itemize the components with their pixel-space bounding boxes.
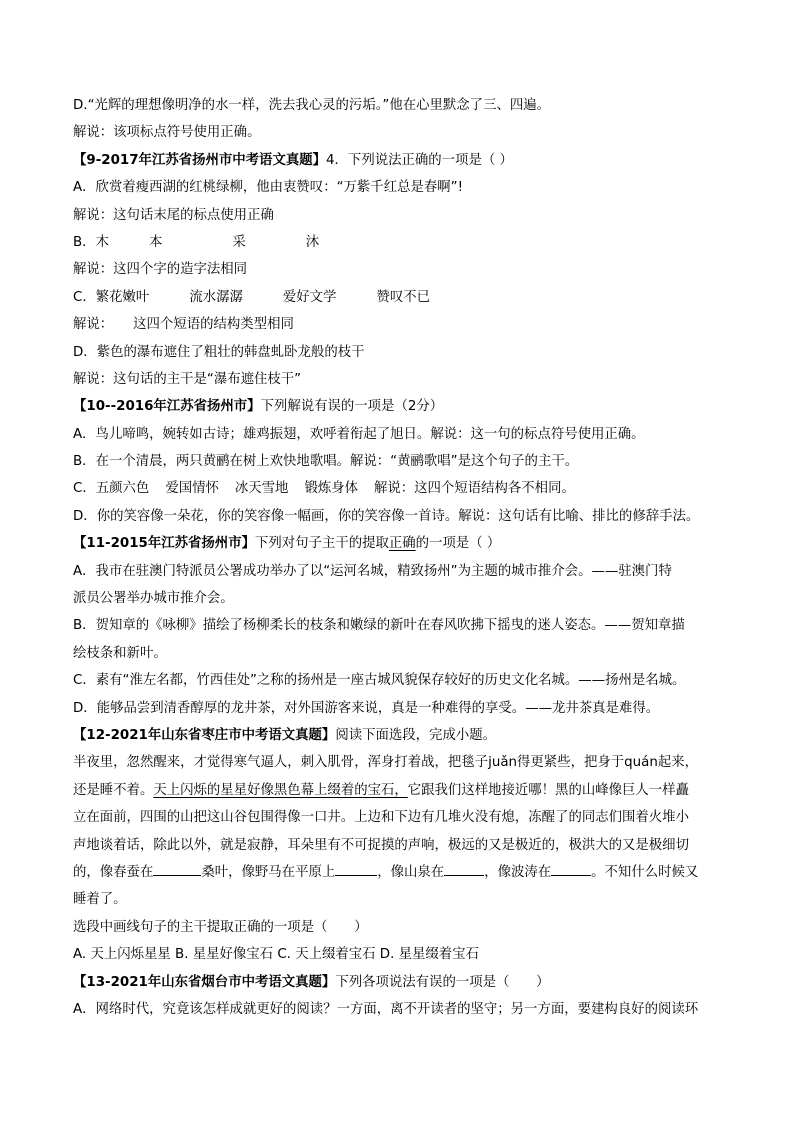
question-source: 【10--2016年江苏省扬州市】 (73, 399, 261, 415)
text: A．我市在驻澳门特派员公署成功举办了以“运河名城，精致扬州”为主题的城市推介会。——驻澳门特 (73, 563, 672, 579)
text: A．欣赏着瘦西湖的红桃绿柳，他由衷赞叹：“万紫千红总是春啊”! (73, 180, 463, 196)
passage-line (73, 749, 733, 776)
option-c-line (73, 475, 733, 502)
text: 绘枝条和新叶。 (73, 645, 167, 661)
text: 沐 (305, 234, 320, 250)
text: 爱好文学 (282, 289, 337, 305)
underlined-sentence: 天上闪烁的星星好像黑色幕上缀着的宝石， (153, 782, 408, 798)
text: 解说：该项标点符号使用正确。 (73, 125, 261, 141)
pinyin: quán (624, 755, 658, 771)
text: 睡着了。 (73, 892, 127, 908)
text: 派员公署举办城市推介会。 (73, 591, 234, 607)
question-prompt-line (73, 914, 733, 941)
question-prompt-end: 的一项是（ ） (415, 536, 501, 552)
text: 桑叶，像野马在平原上 (201, 864, 336, 880)
text: 解说：这四个短语结构各不相同。 (374, 481, 575, 497)
option-a-line (73, 996, 733, 1023)
fill-blank[interactable] (551, 861, 591, 876)
explanation-line (73, 119, 733, 146)
text: 还是睡不着。 (73, 782, 154, 798)
text: A．鸟儿啼鸣，婉转如古诗；雄鸡振翅，欢呼着衔起了旭日。解说：这一句的标点符号使用正确。 (73, 426, 645, 442)
question-source: 【9-2017年江苏省扬州市中考语文真题】 (73, 152, 327, 168)
question-prompt: 下列对句子主干的提取 (254, 536, 389, 552)
text: B．木 (73, 234, 109, 250)
question-prompt: 阅读下面选段，完成小题。 (335, 727, 497, 743)
explanation-line (73, 256, 733, 283)
question-10-heading (73, 393, 733, 420)
option-c-line (73, 284, 733, 311)
passage-line (73, 859, 733, 886)
option-a-line (73, 421, 733, 448)
text: C．五颜六色 (73, 481, 150, 497)
question-source: 【11-2015年江苏省扬州市】 (73, 536, 255, 552)
option-b-line (73, 612, 733, 639)
option-d-line (73, 695, 733, 722)
explanation-line (73, 311, 733, 338)
question-prompt: 下列各项说法有误的一项是（ ） (335, 974, 550, 990)
passage-line (73, 804, 733, 831)
fill-blank[interactable] (335, 861, 377, 876)
text: 采 (232, 234, 246, 250)
fill-blank[interactable] (153, 861, 201, 876)
text: D．能够品尝到清香醇厚的龙井茶，对外国游客来说，真是一种难得的享受。——龙井茶真是难得。 (73, 700, 660, 716)
text: 本 (148, 234, 163, 250)
option-a-line (73, 558, 733, 585)
question-11-heading (73, 530, 733, 557)
text: 立在面前，四围的山把这山谷包围得像一口井。上边和下边有几堆火没有熄，冻醒了的同志们围着火堆小 (73, 810, 689, 826)
question-13-heading (73, 969, 733, 996)
text: B．贺知章的《咏柳》描绘了杨柳柔长的枝条和嫩绿的新叶在春风吹拂下摇曳的迷人姿态。——贺知章描 (73, 618, 685, 634)
text: 声地谈着话，除此以外，就是寂静，耳朵里有不可捉摸的声响，极远的又是极近的，极洪大的又是极细切 (73, 837, 689, 853)
text: 冰天雪地 (234, 481, 289, 497)
text: D．你的笑容像一朵花，你的笑容像一幅画，你的笑容像一首诗。解说：这句话有比喻、排比的修辞手法。 (73, 508, 700, 524)
text: ，像波涛在 (484, 864, 552, 880)
text: 它跟我们这样地接近哪！黑的山峰像巨人一样矗 (407, 782, 689, 798)
text: 解说： (73, 317, 114, 333)
option-b-line (73, 229, 733, 256)
option-a-line (73, 174, 733, 201)
question-prompt: 下列解说有误的一项是（2分） (260, 399, 444, 415)
text: ，像山泉在 (377, 864, 445, 880)
option-b-line (73, 448, 733, 475)
continuation-line (73, 585, 733, 612)
text: B．在一个清晨，两只黄鹂在树上欢快地歌唱。解说：“黄鹂歌唱”是这个句子的主干。 (73, 454, 579, 470)
text: D.“光辉的理想像明净的水一样，洗去我心灵的污垢。”他在心里默念了三、四遍。 (73, 98, 551, 113)
text: 解说：这句话的主干是“瀑布遮住枝干” (73, 371, 302, 387)
question-9-heading (73, 147, 733, 174)
passage-line (73, 777, 733, 804)
continuation-line (73, 640, 733, 667)
text: 半夜里，忽然醒来，才觉得寒气逼人，刺入肌骨，浑身打着战，把毯子 (73, 755, 489, 771)
text: 赞叹不已 (376, 289, 430, 305)
text: A. 天上闪烁星星 B. 星星好像宝石 C. 天上缀着宝石 D. 星星缀着宝石 (73, 947, 479, 963)
question-12-heading (73, 722, 733, 749)
option-d-line (73, 339, 733, 366)
document-page (73, 92, 733, 1023)
text: 爱国情怀 (165, 481, 219, 497)
text: C．繁花嫩叶 (73, 289, 150, 305)
question-source: 【12-2021年山东省枣庄市中考语文真题】 (73, 727, 336, 743)
explanation-line (73, 366, 733, 393)
text: 这四个短语的结构类型相同 (133, 317, 294, 333)
text: 锻炼身体 (304, 481, 358, 497)
passage-line (73, 886, 733, 913)
fill-blank[interactable] (444, 861, 484, 876)
explanation-line (73, 202, 733, 229)
option-c-line (73, 667, 733, 694)
options-line (73, 941, 733, 968)
text: A．网络时代，究竟该怎样成就更好的阅读？一方面，离不开读者的坚守；另一方面，要建构良好的阅读环 (73, 1001, 699, 1017)
text: D．紫色的瀑布遮住了粗壮的韩盘虬卧龙般的枝干 (73, 344, 365, 360)
text: 解说：这四个字的造字法相同 (73, 262, 248, 278)
text: 解说：这句话末尾的标点使用正确 (73, 207, 274, 223)
option-d-line (73, 92, 733, 119)
text: 选段中画线句子的主干提取正确的一项是（ ） (73, 919, 368, 935)
text: 的，像春蚕在 (73, 864, 154, 880)
option-d-line (73, 503, 733, 530)
text: C．素有“淮左名都，竹西佳处”之称的扬州是一座古城风貌保存较好的历史文化名城。——扬州是名城。 (73, 673, 686, 689)
underlined-word: 正确 (388, 536, 416, 552)
question-source: 【13-2021年山东省烟台市中考语文真题】 (73, 974, 336, 990)
passage-line (73, 832, 733, 859)
text: 。不知什么时候又 (591, 864, 699, 880)
question-prompt: 4．下列说法正确的一项是（ ） (326, 152, 513, 168)
text: 流水潺潺 (189, 289, 243, 305)
pinyin: juǎn (488, 755, 518, 771)
text: 起来， (657, 755, 698, 771)
text: 得更紧些，把身于 (517, 755, 625, 771)
